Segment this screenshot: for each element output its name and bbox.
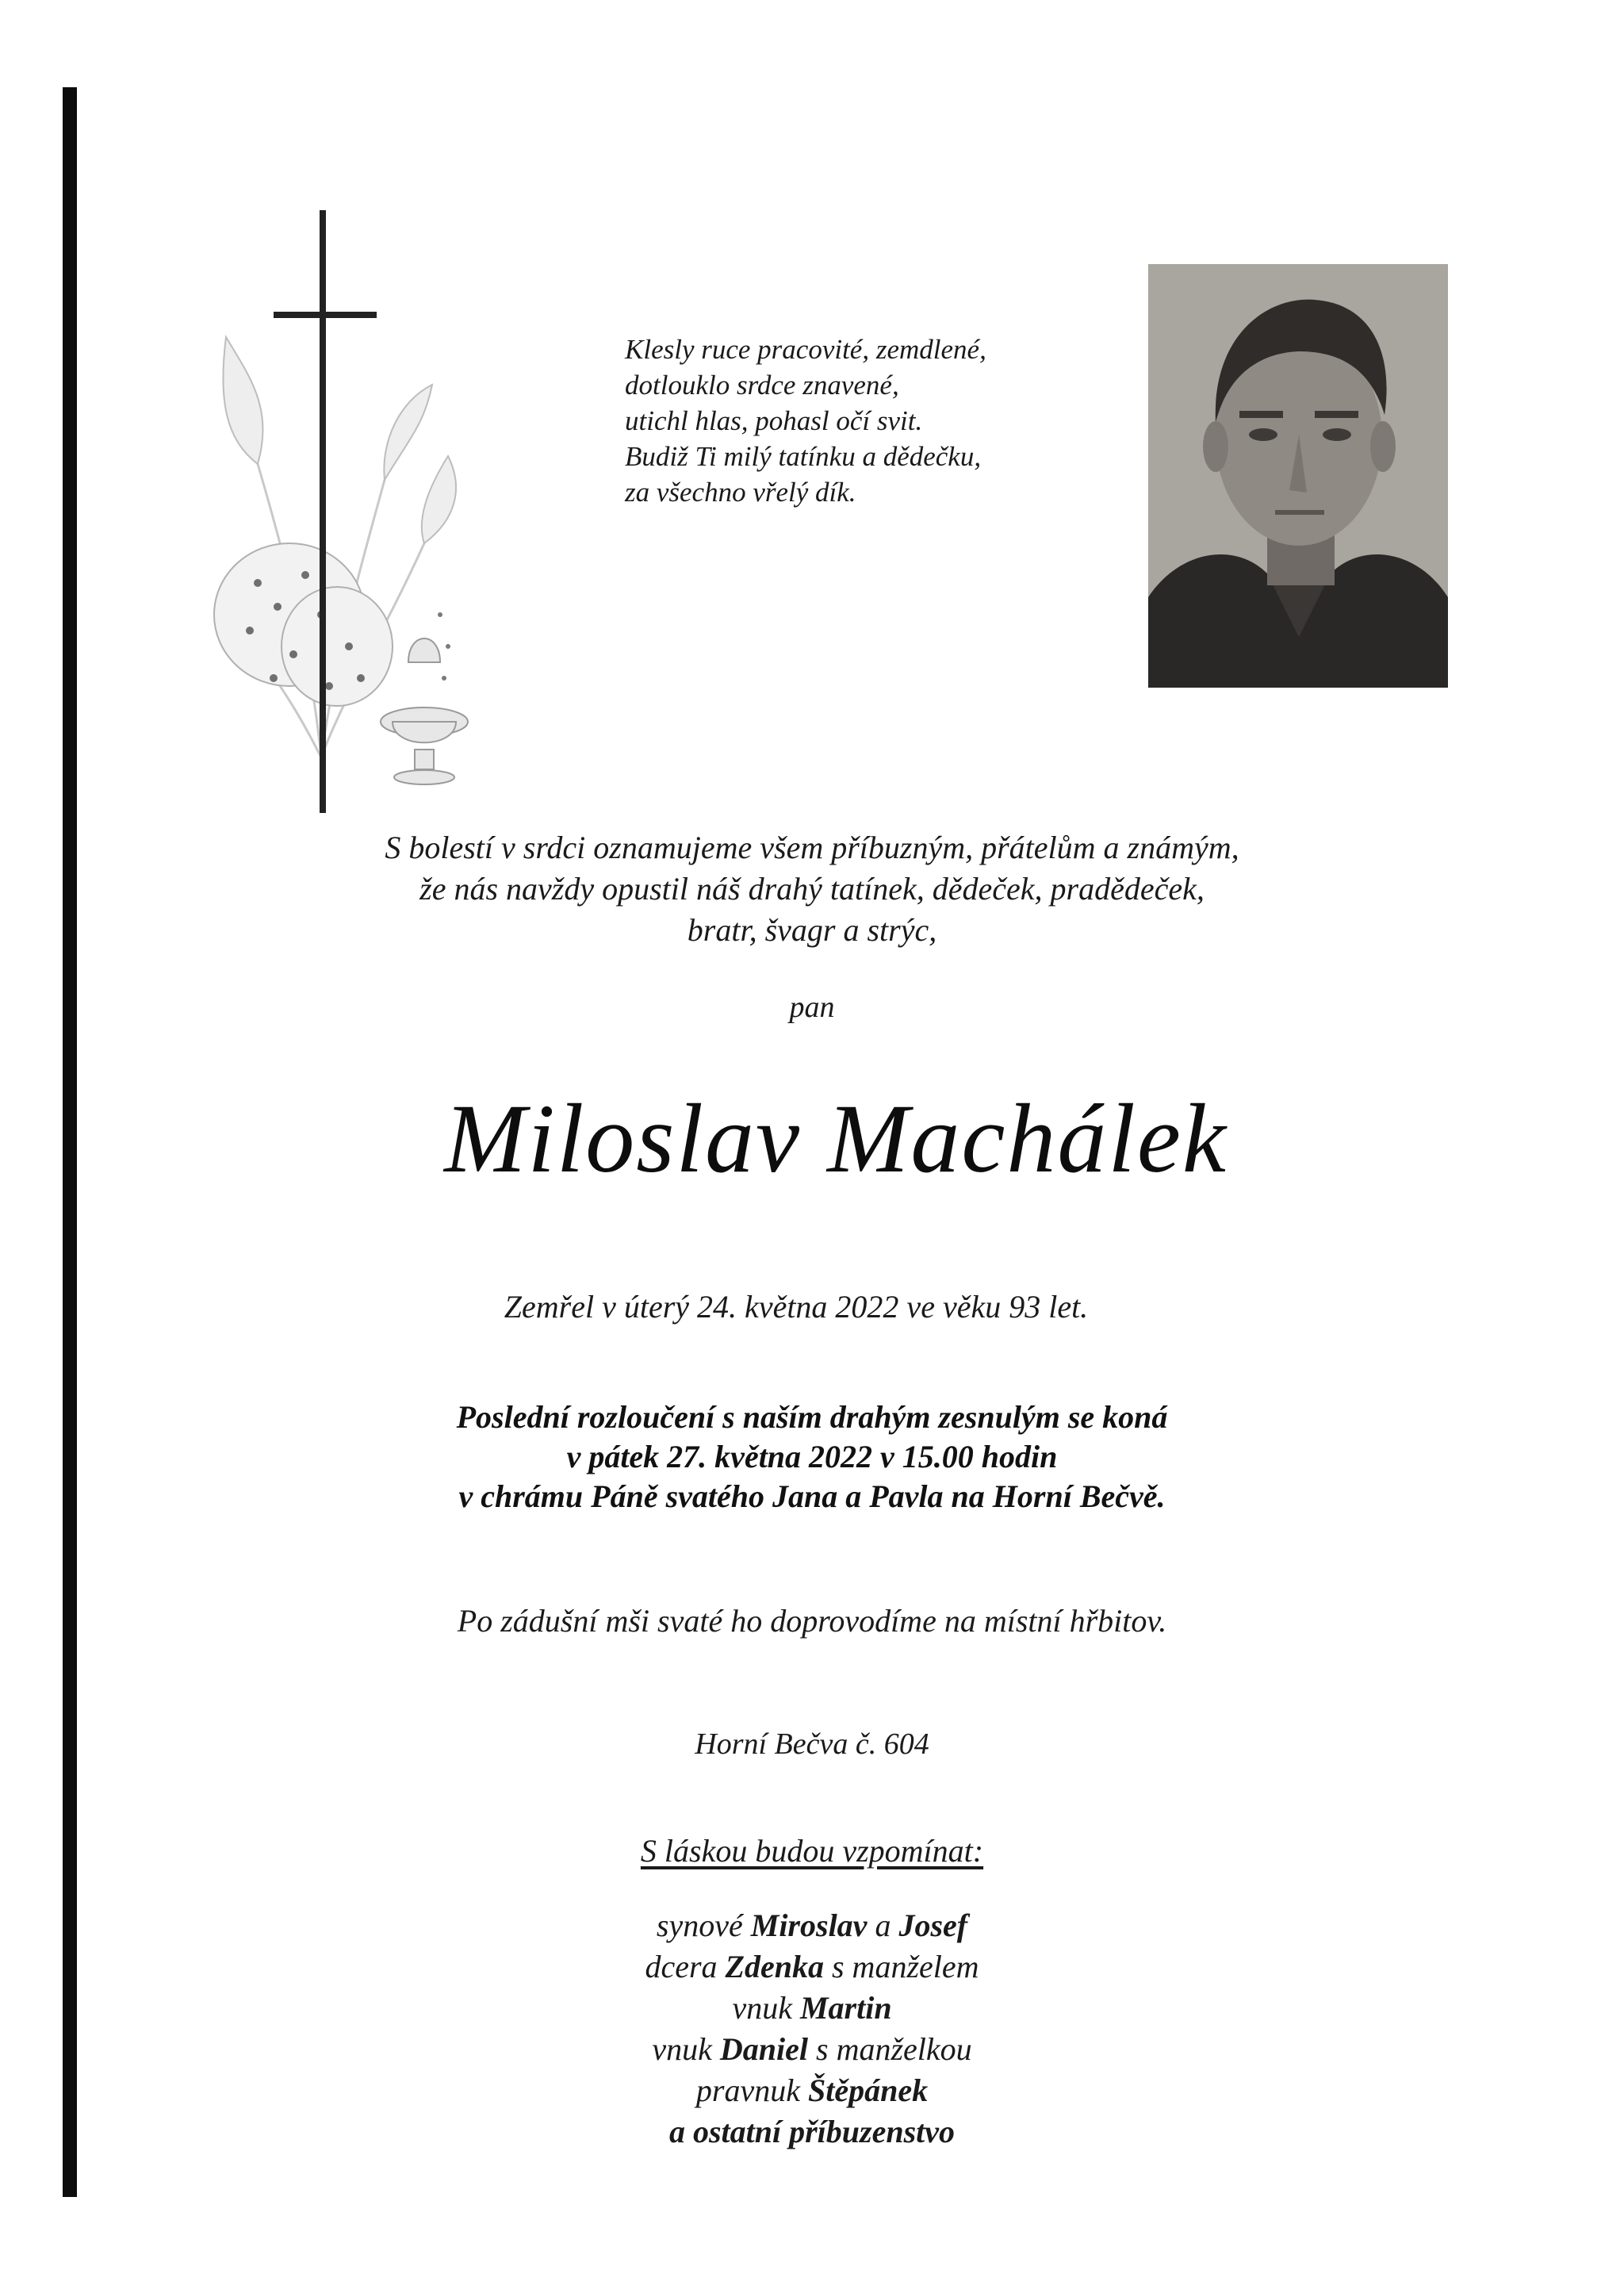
mass-note: Po zádušní mši svaté ho doprovodíme na místní hřbitov. xyxy=(457,1603,1167,1639)
announcement-line: že nás navždy opustil náš drahý tatínek, dědeček, pradědeček, xyxy=(419,871,1205,907)
family-member-line: vnuk Martin xyxy=(732,1990,892,2026)
deceased-name: Miloslav Machálek xyxy=(444,1084,1228,1193)
cross-lily-lamp-icon xyxy=(202,202,535,821)
funeral-line: Poslední rozloučení s naším drahým zesnulým se koná xyxy=(456,1399,1168,1435)
death-announcement xyxy=(0,827,1624,951)
family-member-line: vnuk Daniel s manželkou xyxy=(652,2031,972,2067)
funeral-line: v chrámu Páně svatého Jana a Pavla na Horní Bečvě. xyxy=(458,1478,1166,1514)
verse-line: dotlouklo srdce znavené, xyxy=(625,370,899,401)
portrait-photo xyxy=(1148,264,1448,688)
family-member-line: synové Miroslav a Josef xyxy=(656,1908,968,1943)
verse-line: Klesly ruce pracovité, zemdlené, xyxy=(625,334,986,365)
verse-line: Budiž Ti milý tatínku a dědečku, xyxy=(625,441,982,472)
family-closing: a ostatní příbuzenstvo xyxy=(668,2114,956,2149)
address: Horní Bečva č. 604 xyxy=(695,1727,929,1761)
honorific: pan xyxy=(789,991,835,1024)
announcement-line: bratr, švagr a strýc, xyxy=(687,912,937,948)
family-member-line: dcera Zdenka s manželem xyxy=(645,1949,979,1984)
verse-line: utichl hlas, pohasl očí svit. xyxy=(625,405,923,436)
remember-heading: S láskou budou vzpomínat: xyxy=(640,1833,984,1869)
death-notice: Zemřel v úterý 24. května 2022 ve věku 93 let. xyxy=(504,1289,1089,1325)
verse-line: za všechno vřelý dík. xyxy=(625,477,856,508)
family-list xyxy=(0,1905,1624,2153)
memorial-verse xyxy=(625,332,1069,510)
funeral-details xyxy=(0,1398,1624,1516)
funeral-line: v pátek 27. května 2022 v 15.00 hodin xyxy=(566,1439,1058,1474)
announcement-line: S bolestí v srdci oznamujeme všem příbuzným, přátelům a známým, xyxy=(385,830,1239,865)
family-member-line: pravnuk Štěpánek xyxy=(695,2072,929,2108)
